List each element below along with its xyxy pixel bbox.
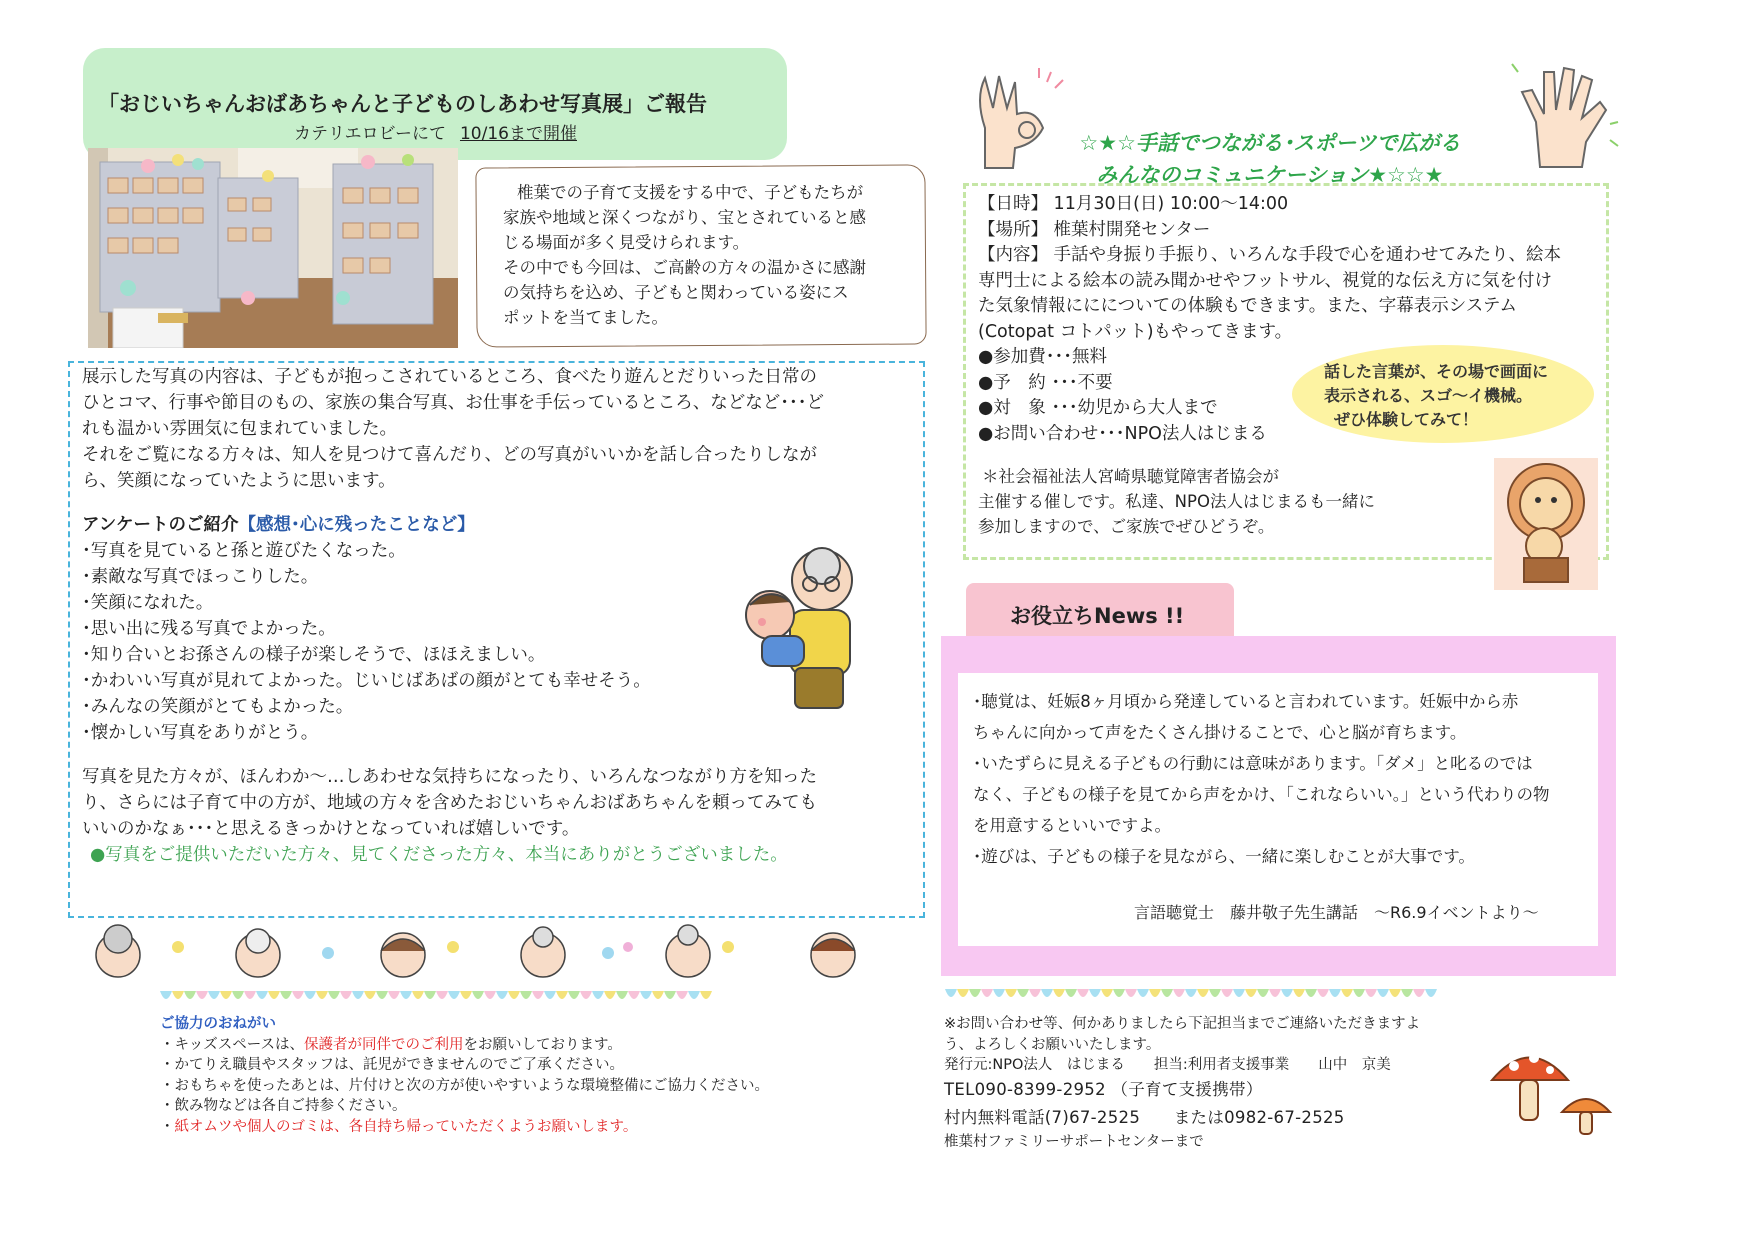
bunting-flag bbox=[304, 991, 316, 999]
contact-line: ※お問い合わせ等、何かありましたら下記担当までご連絡いただきますよ bbox=[944, 1016, 1421, 1032]
contact-line: 発行元:NPO法人 はじまる 担当:利用者支援事業 山中 京美 bbox=[944, 1057, 1391, 1073]
bunting-flag bbox=[460, 991, 472, 999]
bunting-flag bbox=[568, 991, 580, 999]
bunting-flag bbox=[1125, 989, 1137, 997]
event-note bbox=[978, 464, 1375, 539]
bunting-flag bbox=[208, 991, 220, 999]
survey-heading-note: 【感想･心に残ったことなど】 bbox=[238, 515, 475, 535]
bunting-flag bbox=[1137, 989, 1149, 997]
bunting-flag bbox=[160, 991, 172, 999]
bunting-flag bbox=[1221, 989, 1233, 997]
bunting-flag bbox=[1197, 989, 1209, 997]
event-line: (Cotopat コトパット)もやってきます。 bbox=[978, 321, 1293, 342]
faces-decoration-row bbox=[88, 925, 918, 985]
bunting-flag bbox=[1425, 989, 1437, 997]
bunting-flag bbox=[220, 991, 232, 999]
intro-note bbox=[503, 180, 866, 330]
survey-item: ･写真を見ていると孫と遊びたくなった。 bbox=[82, 541, 406, 561]
news-line: ･聴覚は、妊娠8ヶ月頃から発達していると言われています。妊娠中から赤 bbox=[973, 692, 1519, 711]
bunting-flag bbox=[436, 991, 448, 999]
bunting-flag bbox=[1005, 989, 1017, 997]
bunting-flag bbox=[1317, 989, 1329, 997]
news-line: ちゃんに向かって声をたくさん掛けることで、心と脳が育ちます。 bbox=[973, 723, 1467, 742]
bunting-flag bbox=[448, 991, 460, 999]
news-line: ･いたずらに見える子どもの行動には意味があります。「ダメ」と叱るのでは bbox=[973, 754, 1533, 773]
bunting-flag bbox=[580, 991, 592, 999]
event-line: 【内容】 手話や身振り手振り、いろんな手段で心を通わせてみたり、絵本 bbox=[978, 245, 1562, 265]
bunting-flag bbox=[1413, 989, 1425, 997]
bunting-flag bbox=[232, 991, 244, 999]
cooperation-line: ・飲み物などは各自ご持参ください。 bbox=[160, 1098, 407, 1114]
bunting-flag bbox=[1089, 989, 1101, 997]
bunting-flag bbox=[1305, 989, 1317, 997]
cooperation-line bbox=[160, 1035, 769, 1056]
bunting-flag bbox=[1245, 989, 1257, 997]
contact-line: う、よろしくお願いいたします。 bbox=[944, 1036, 1161, 1053]
thanks-line: ●写真をご提供いただいた方々、見てくださった方々、本当にありがとうございました。 bbox=[90, 845, 788, 865]
cooperation-text: ・ bbox=[160, 1118, 175, 1135]
intro-line: 家族や地域と深くつながり、宝とされていると感 bbox=[503, 208, 866, 227]
bunting-flag bbox=[340, 991, 352, 999]
cooperation-line: ・かてりえ職員やスタッフは、託児ができませんのでご了承ください。 bbox=[160, 1057, 624, 1073]
survey-item: ･かわいい写真が見れてよかった。じいじばあばの顔がとても幸せそう。 bbox=[82, 671, 651, 691]
bunting-flag bbox=[520, 991, 532, 999]
intro-line: の気持ちを込め、子どもと関わっている姿にス bbox=[503, 283, 849, 302]
survey-item: ･みんなの笑顔がとてもよかった。 bbox=[82, 697, 354, 717]
bunting-flag bbox=[1041, 989, 1053, 997]
bunting-decoration-right bbox=[945, 985, 1445, 1007]
event-line: 【日時】 11月30日(日) 10:00～14:00 bbox=[978, 194, 1289, 214]
survey-item: ･知り合いとお孫さんの様子が楽しそうで、ほほえましい。 bbox=[82, 645, 546, 665]
event-line: ●参加費･･･無料 bbox=[978, 347, 1108, 367]
event-note-line: 主催する催しです。私達、NPO法人はじまるも一緒に bbox=[978, 492, 1375, 511]
bunting-flag bbox=[424, 991, 436, 999]
cooperation-text: をお願いしております。 bbox=[463, 1036, 622, 1053]
event-line: 専門士による絵本の読み聞かせやフットサル、視覚的な伝え方に気を付け bbox=[978, 270, 1552, 291]
contact-info bbox=[944, 1014, 1420, 1152]
body-line: それをご覧になる方々は、知人を見つけて喜んだり、どの写真がいいかを話し合ったりしなが bbox=[82, 445, 817, 465]
bunting-flag bbox=[957, 989, 969, 997]
bunting-flag bbox=[1281, 989, 1293, 997]
bunting-flag bbox=[184, 991, 196, 999]
bunting-flag bbox=[1401, 989, 1413, 997]
bunting-flag bbox=[664, 991, 676, 999]
bunting-flag bbox=[1233, 989, 1245, 997]
survey-item: ･思い出に残る写真でよかった。 bbox=[82, 619, 336, 639]
contact-free-tel: 村内無料電話(7)67-2525 または0982-67-2525 bbox=[944, 1107, 1345, 1127]
bunting-flag bbox=[1365, 989, 1377, 997]
survey-heading bbox=[82, 512, 922, 538]
bunting-flag bbox=[508, 991, 520, 999]
event-line: ●お問い合わせ･･･NPO法人はじまる bbox=[978, 423, 1267, 444]
bunting-flag bbox=[316, 991, 328, 999]
bunting-flag bbox=[592, 991, 604, 999]
cooperation-request bbox=[160, 1014, 769, 1137]
body-line: れも温かい雰囲気に包まれていました。 bbox=[82, 419, 397, 439]
bunting-flag bbox=[400, 991, 412, 999]
bunting-flag bbox=[1257, 989, 1269, 997]
contact-line: 椎葉村ファミリーサポートセンターまで bbox=[944, 1133, 1204, 1150]
bunting-flag bbox=[616, 991, 628, 999]
bunting-flag bbox=[412, 991, 424, 999]
bunting-flag bbox=[1113, 989, 1125, 997]
cooperation-emphasis: 紙オムツや個人のゴミは、各自持ち帰っていただくようお願いします。 bbox=[174, 1118, 638, 1135]
bunting-flag bbox=[328, 991, 340, 999]
news-source: 言語聴覚士 藤井敬子先生講話 ～R6.9イベントより～ bbox=[1134, 903, 1539, 922]
cooperation-line bbox=[160, 1117, 769, 1138]
news-line: ･遊びは、子どもの様子を見ながら、一緒に楽しむことが大事です。 bbox=[973, 847, 1475, 866]
bubble-line: 話した言葉が、その場で画面に bbox=[1324, 362, 1549, 381]
bunting-flag bbox=[1341, 989, 1353, 997]
news-line: なく、子どもの様子を見てから声をかけ、「これならいい。」という代わりの物 bbox=[973, 785, 1550, 804]
intro-line: その中でも今回は、ご高齢の方々の温かさに感謝 bbox=[503, 258, 866, 277]
bunting-flag bbox=[604, 991, 616, 999]
survey-item: ･笑顔になれた。 bbox=[82, 593, 214, 613]
event-line: ●対 象 ･･･幼児から大人まで bbox=[978, 398, 1218, 418]
bunting-flag bbox=[1149, 989, 1161, 997]
bunting-flag bbox=[196, 991, 208, 999]
waving-hand-illustration bbox=[1510, 62, 1620, 172]
survey-item: ･素敵な写真でほっこりした。 bbox=[82, 567, 319, 587]
news-label: お役立ちNews !! bbox=[1010, 604, 1185, 628]
survey-item: ･懐かしい写真をありがとう。 bbox=[82, 723, 319, 743]
bubble-line: 表示される、スゴ～イ機械。 bbox=[1324, 386, 1533, 405]
bunting-flag bbox=[1377, 989, 1389, 997]
bunting-flag bbox=[1185, 989, 1197, 997]
news-content bbox=[973, 686, 1550, 872]
grandpa-hugging-child-illustration bbox=[740, 540, 890, 720]
bunting-flag bbox=[556, 991, 568, 999]
closing-line: いいのかなぁ･･･と思えるきっかけとなっていれば嬉しいです。 bbox=[82, 819, 580, 839]
page-title: 「おじいちゃんおばあちゃんと子どものしあわせ写真展」ご報告 bbox=[98, 92, 707, 116]
bunting-flag bbox=[256, 991, 268, 999]
bunting-flag bbox=[981, 989, 993, 997]
bunting-flag bbox=[244, 991, 256, 999]
bunting-flag bbox=[1209, 989, 1221, 997]
bunting-flag bbox=[1353, 989, 1365, 997]
intro-line: ポットを当てました。 bbox=[503, 308, 668, 327]
speech-bubble-text bbox=[1324, 360, 1548, 432]
bunting-flag bbox=[676, 991, 688, 999]
event-title bbox=[1050, 127, 1490, 191]
bunting-flag bbox=[496, 991, 508, 999]
event-line: た気象情報ににについての体験もできます。また、字幕表示システム bbox=[978, 296, 1517, 316]
contact-tel: TEL090-8399-2952 （子育て支援携帯） bbox=[944, 1079, 1263, 1099]
intro-line: じる場面が多く見受けられます。 bbox=[503, 233, 750, 252]
bunting-flag bbox=[1053, 989, 1065, 997]
bunting-flag bbox=[1101, 989, 1113, 997]
exhibition-photo-drawing bbox=[88, 148, 458, 348]
cooperation-heading: ご協力のおねがい bbox=[160, 1016, 276, 1032]
bunting-flag bbox=[1329, 989, 1341, 997]
bunting-flag bbox=[1269, 989, 1281, 997]
bunting-flag bbox=[1293, 989, 1305, 997]
bunting-flag bbox=[172, 991, 184, 999]
bunting-flag bbox=[628, 991, 640, 999]
bunting-flag bbox=[652, 991, 664, 999]
event-title-line: ☆★☆手話でつながる･スポーツで広がる bbox=[1079, 131, 1461, 155]
bunting-flag bbox=[472, 991, 484, 999]
bunting-flag bbox=[352, 991, 364, 999]
exhibition-photo bbox=[88, 148, 458, 348]
cooperation-line: ・おもちゃを使ったあとは、片付けと次の方が使いやすいような環境整備にご協力ください。 bbox=[160, 1077, 769, 1094]
bunting-flag bbox=[292, 991, 304, 999]
bunting-flag bbox=[700, 991, 712, 999]
bunting-flag bbox=[1173, 989, 1185, 997]
subtitle-date: 10/16まで開催 bbox=[459, 124, 577, 144]
page-subtitle bbox=[294, 119, 577, 144]
bunting-flag bbox=[484, 991, 496, 999]
bunting-flag bbox=[1077, 989, 1089, 997]
bunting-flag bbox=[268, 991, 280, 999]
bunting-flag bbox=[364, 991, 376, 999]
bunting-flag bbox=[640, 991, 652, 999]
survey-heading-text: アンケートのご紹介 bbox=[82, 515, 239, 535]
event-note-line: 参加しますので、ご家族でぜひどうぞ。 bbox=[978, 517, 1275, 536]
body-line: ら、笑顔になっていたように思います。 bbox=[82, 471, 396, 491]
bubble-line: ぜひ体験してみて！ bbox=[1334, 410, 1479, 429]
event-line: 【場所】 椎葉村開発センター bbox=[978, 219, 1211, 240]
bunting-flag bbox=[1065, 989, 1077, 997]
bunting-decoration bbox=[160, 987, 720, 1009]
bunting-flag bbox=[388, 991, 400, 999]
bunting-flag bbox=[993, 989, 1005, 997]
bunting-flag bbox=[280, 991, 292, 999]
closing-line: り、さらには子育て中の方が、地域の方々を含めたおじいちゃんおばあちゃんを頼ってみても bbox=[82, 793, 817, 813]
event-note-line: ＊社会福祉法人宮崎県聴覚障害者協会が bbox=[982, 467, 1279, 486]
event-line: ●予 約 ･･･不要 bbox=[978, 372, 1113, 393]
news-line: を用意するといいですよ。 bbox=[973, 816, 1171, 835]
bunting-flag bbox=[1389, 989, 1401, 997]
bunting-flag bbox=[1029, 989, 1041, 997]
bunting-flag bbox=[376, 991, 388, 999]
subtitle-place: カテリエロビーにて bbox=[294, 124, 446, 144]
bunting-flag bbox=[969, 989, 981, 997]
intro-line: 椎葉での子育て支援をする中で、子どもたちが bbox=[517, 183, 864, 202]
closing-line: 写真を見た方々が、ほんわか～…しあわせな気持ちになったり、いろんなつながり方を知った bbox=[82, 767, 817, 787]
cooperation-emphasis: 保護者が同伴でのご利用 bbox=[303, 1036, 464, 1053]
mushroom-illustration bbox=[1490, 1040, 1620, 1140]
bunting-flag bbox=[1017, 989, 1029, 997]
bunting-flag bbox=[1161, 989, 1173, 997]
lion-reading-illustration bbox=[1494, 458, 1598, 590]
bunting-flag bbox=[945, 989, 957, 997]
body-line: 展示した写真の内容は、子どもが抱っこされているところ、食べたり遊んとだりいった日常の bbox=[82, 367, 817, 387]
ok-hand-illustration bbox=[955, 68, 1065, 178]
bunting-flag bbox=[532, 991, 544, 999]
cooperation-text: ・キッズスペースは、 bbox=[160, 1036, 304, 1053]
event-title-line: みんなのコミュニケーション★☆☆★ bbox=[1096, 163, 1444, 187]
body-line: ひとコマ、行事や節目のもの、家族の集合写真、お仕事を手伝っているところ、などなど･･･ど bbox=[82, 393, 824, 413]
bunting-flag bbox=[544, 991, 556, 999]
bunting-flag bbox=[688, 991, 700, 999]
